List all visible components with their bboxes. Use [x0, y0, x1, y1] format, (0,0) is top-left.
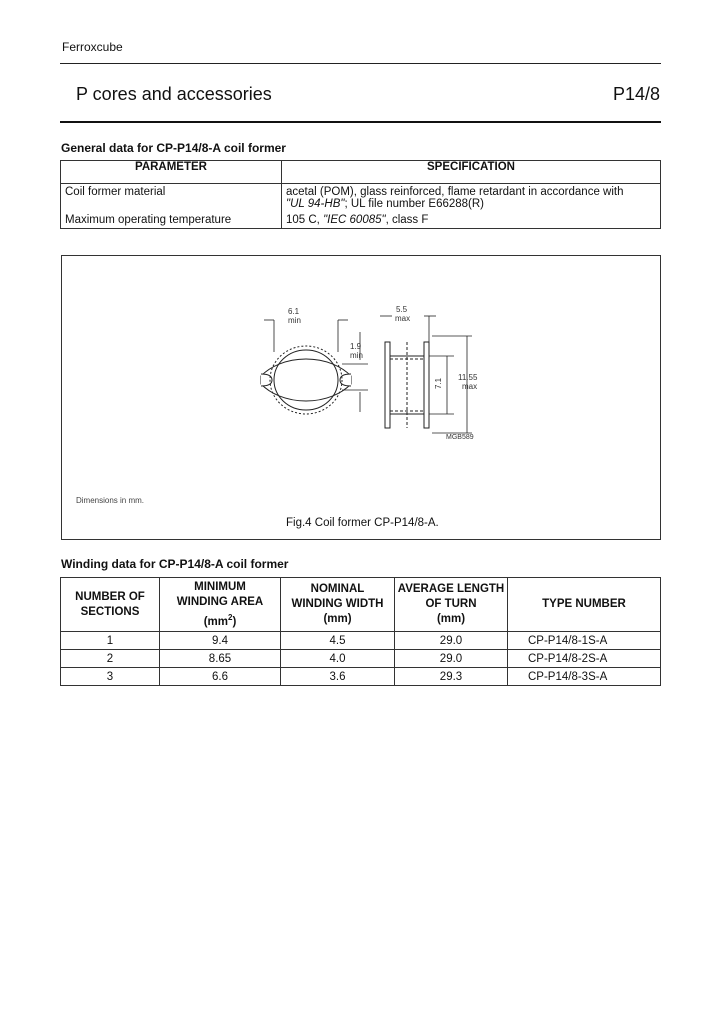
dim-bore-value: 7.1: [434, 377, 443, 389]
figure-caption: Fig.4 Coil former CP-P14/8-A.: [286, 517, 439, 529]
dim-slot-qualifier: min: [350, 351, 363, 360]
parameter-header: PARAMETER: [61, 161, 282, 184]
turn-length-header: AVERAGE LENGTH OF TURN (mm): [395, 578, 508, 632]
company-name: Ferroxcube: [62, 40, 123, 54]
dim-length-qualifier: max: [395, 314, 411, 323]
sections-header: NUMBER OF SECTIONS: [61, 578, 160, 632]
drawing-code: MGB589: [446, 434, 474, 441]
length-cell: 29.0: [395, 650, 508, 668]
specification-cell: [282, 184, 661, 213]
parameter-cell: Maximum operating temperature: [61, 212, 282, 229]
width-cell: 4.5: [281, 632, 395, 650]
coil-former-drawing: [62, 256, 660, 539]
winding-width-header: NOMINAL WINDING WIDTH (mm): [281, 578, 395, 632]
area-cell: 8.65: [160, 650, 281, 668]
dim-height-qualifier: max: [462, 382, 478, 391]
table-row: [61, 668, 661, 686]
part-code: P14/8: [612, 84, 660, 104]
parameter-cell: Coil former material: [61, 184, 282, 213]
type-number-header: TYPE NUMBER: [508, 578, 661, 632]
type-number-cell: CP-P14/8-3S-A: [508, 668, 661, 686]
spec-standard: "IEC 60085": [323, 214, 386, 226]
table-row: [61, 650, 661, 668]
table-header-row: [61, 578, 661, 632]
general-data-table: [60, 160, 661, 229]
winding-data-table: [60, 577, 661, 686]
page-title: P cores and accessories: [76, 84, 272, 104]
sections-cell: 1: [61, 632, 160, 650]
spec-text: , class F: [385, 214, 429, 226]
spec-text: ; UL file number E66288(R): [344, 198, 485, 210]
type-number-cell: CP-P14/8-2S-A: [508, 650, 661, 668]
sections-cell: 3: [61, 668, 160, 686]
dim-height-value: 11.55: [458, 373, 478, 382]
dimensions-note: Dimensions in mm.: [76, 496, 145, 505]
table-row: [61, 184, 661, 213]
title-rule: [60, 121, 661, 123]
dim-width-value: 6.1: [288, 307, 300, 316]
table-row: [61, 632, 661, 650]
general-data-heading: General data for CP-P14/8-A coil former: [61, 141, 286, 155]
dim-slot-value: 1.9: [350, 342, 362, 351]
header-rule: [60, 63, 661, 64]
table-row: [61, 212, 661, 229]
figure-box: [61, 255, 661, 540]
type-number-cell: CP-P14/8-1S-A: [508, 632, 661, 650]
width-cell: 3.6: [281, 668, 395, 686]
area-cell: 9.4: [160, 632, 281, 650]
area-cell: 6.6: [160, 668, 281, 686]
dim-length-value: 5.5: [396, 305, 408, 314]
winding-data-heading: Winding data for CP-P14/8-A coil former: [61, 557, 289, 571]
dim-width-qualifier: min: [288, 316, 301, 325]
spec-text: acetal (POM), glass reinforced, flame retardant in accordance with: [286, 186, 624, 198]
width-cell: 4.0: [281, 650, 395, 668]
length-cell: 29.0: [395, 632, 508, 650]
spec-text: 105 C,: [286, 214, 324, 226]
table-header-row: [61, 161, 661, 184]
specification-header: SPECIFICATION: [282, 161, 661, 184]
specification-cell: [282, 212, 661, 229]
spec-standard: "UL 94-HB": [286, 198, 345, 210]
winding-area-header: MINIMUM WINDING AREA $(mm^2)$: [160, 578, 281, 632]
side-view: [385, 342, 429, 428]
length-cell: 29.3: [395, 668, 508, 686]
sections-cell: 2: [61, 650, 160, 668]
front-view: [261, 346, 351, 414]
